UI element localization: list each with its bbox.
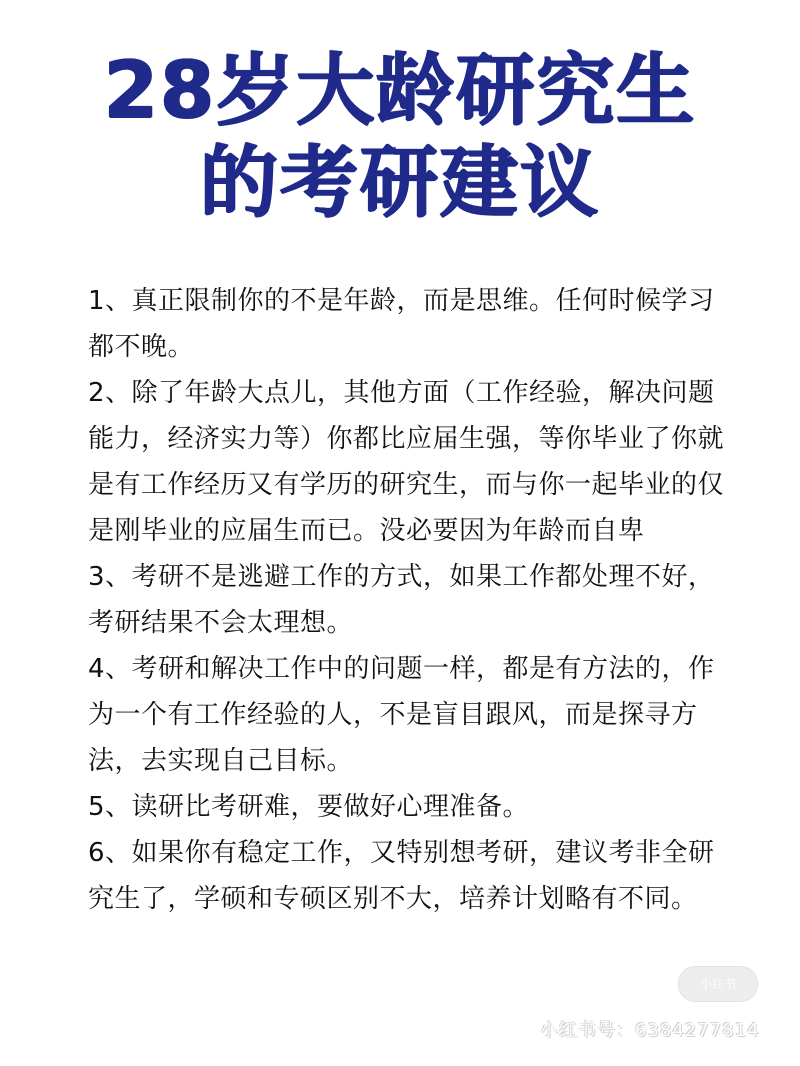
advice-item-6: 6、如果你有稳定工作，又特别想考研，建议考非全研究生了，学硕和专硕区别不大，培养计划略有不同。 <box>88 838 715 914</box>
title-line-2: 的考研建议 <box>199 138 600 228</box>
advice-list <box>88 278 728 922</box>
title-line-1: 28岁大龄研究生 <box>103 46 697 136</box>
watermark-id: 小红书号：6384277814 <box>540 1020 760 1041</box>
page-title <box>0 45 800 229</box>
advice-item-3: 3、考研不是逃避工作的方式，如果工作都处理不好，考研结果不会太理想。 <box>88 562 715 638</box>
watermark-logo: 小红书 <box>678 966 758 1002</box>
advice-item-2: 2、除了年龄大点儿，其他方面（工作经验，解决问题能力，经济实力等）你都比应届生强，等你毕业了你就是有工作经历又有学历的研究生，而与你一起毕业的仅是刚毕业的应届生而已。没必要因为年龄而自卑 <box>88 378 725 546</box>
advice-item-5: 5、读研比考研难，要做好心理准备。 <box>88 792 530 822</box>
advice-item-1: 1、真正限制你的不是年龄，而是思维。任何时候学习都不晚。 <box>88 286 715 362</box>
advice-item-4: 4、考研和解决工作中的问题一样，都是有方法的，作为一个有工作经验的人，不是盲目跟风，而是探寻方法，去实现自己目标。 <box>88 654 715 776</box>
